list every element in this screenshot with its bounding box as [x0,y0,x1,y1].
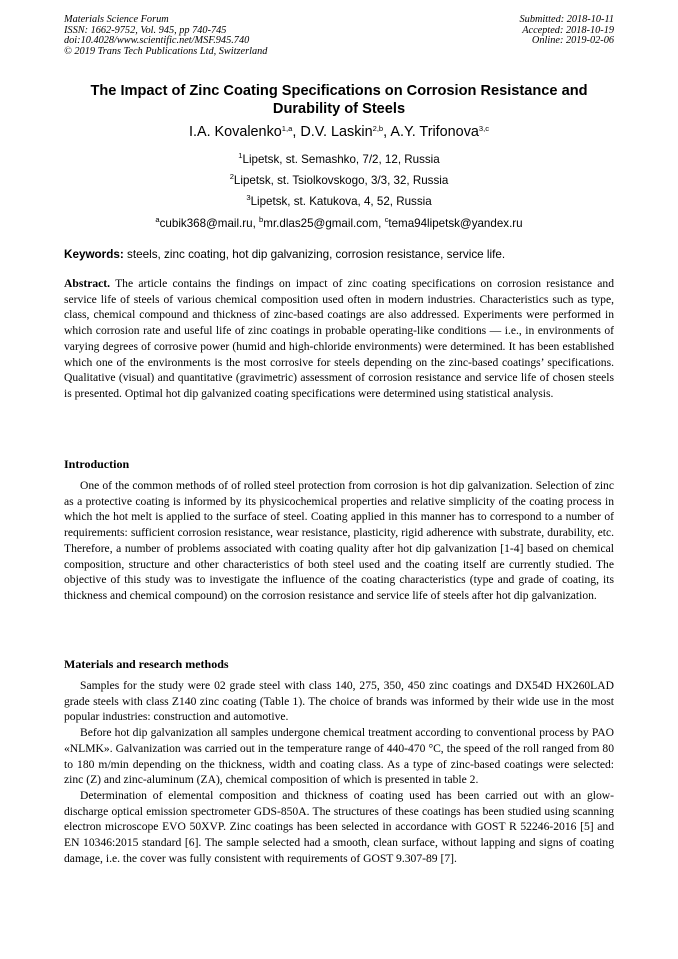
methods-section [64,678,614,866]
author-email: tema94lipetsk@yandex.ru [388,216,523,230]
email-mark: a [155,214,160,224]
affiliation-mark: 1 [238,151,243,160]
abstract [64,276,614,402]
email-mark: b [259,214,264,224]
journal-info [64,15,267,57]
author-name: D.V. Laskin [300,124,373,140]
author-affiliation-mark: 2,b [372,124,384,133]
submitted-date: Submitted: 2018-10-11 [519,14,614,25]
author-email: mr.dlas25@gmail.com, [263,216,385,230]
affiliation-list [0,149,678,234]
methods-heading: Materials and research methods [64,657,229,671]
affiliation [0,191,678,212]
author-separator: , [292,124,301,140]
author-email: cubik368@mail.ru, [159,216,260,230]
affiliation-address: Lipetsk, st. Semashko, 7/2, 12, Russia [242,153,440,166]
methods-paragraph: Determination of elemental composition and thickness of coating used has been carried out with an glow-discharge optical emission spectrometer GDS-850A. The structures of these coatings has been studied using scanning electron microscope EVO 50XVP. Zinc coatings has been selected in accordance with GOST R 52246-2016 [5] and EN 10346:2015 standard [6]. The sample selected had a smooth, clean surface, without lapping and signs of coating damage, i.e. the cover was fully consistent with requirements of GOST 9.307-89 [7]. [64,788,614,865]
methods-paragraph: Before hot dip galvanization all samples undergone chemical treatment according to conventional process by PAO «NLMK». Galvanization was carried out in the temperature range of 440-470 °C, the speed of the roll ranged from 80 to 180 m/min depending on the thickness, width and coating class. As a type of zinc-based coatings were selected: zinc (Z) and zinc-aluminum (ZA), chemical composition of which is presented in table 2. [64,726,614,787]
accepted-date: Accepted: 2018-10-19 [522,24,614,36]
affiliation [0,149,678,170]
affiliation-address: Lipetsk, st. Tsiolkovskogo, 3/3, 32, Russia [233,174,449,188]
author-name: I.A. Kovalenko [188,124,282,140]
submission-dates [520,15,614,47]
abstract-label: Abstract. [64,277,111,290]
journal-copyright: © 2019 Trans Tech Publications Ltd, Switzerland [64,45,268,57]
introduction-section [64,478,614,604]
online-date: Online: 2019-02-06 [531,35,614,47]
author-name: A.Y. Trifonova [390,124,479,140]
author-separator: , [383,124,391,140]
journal-name: Materials Science Forum [64,14,169,25]
affiliation-address: Lipetsk, st. Katukova, 4, 52, Russia [250,195,432,209]
affiliation-mark: 2 [229,172,234,182]
author-emails [0,213,678,234]
journal-issn: ISSN: 1662-9752, Vol. 945, pp 740-745 [64,24,227,36]
journal-doi: doi:10.4028/www.scientific.net/MSF.945.740 [64,35,250,47]
keywords [64,247,614,263]
affiliation-mark: 3 [246,193,251,203]
author-affiliation-mark: 3,c [478,124,490,133]
abstract-text: The article contains the findings on impact of zinc coating specifications on corrosion resistance and service life of steels of various chemical composition used often in modern industries. Characteristics such as type, class, chemical compound and thickness of zinc-based coatings are also addressed. Experiments were performed in which corrosion rate and useful life of zinc coatings in probable operating-like conditions — i.e., in environments of varying degrees of corrosive power (humid and high-chloride environments) were determined. It has been established which one of the environments is the most corrosive for steels depending on the zinc-based coatings’ specifications. Qualitative (visual) and quantitative (gravimetric) assessment of corrosion resistance and service life of chosen steels is presented. Optimal hot dip galvanized coating specifications were determined using statistical analysis. [64,277,614,400]
introduction-paragraph: One of the common methods of of rolled steel protection from corrosion is hot dip galvanization. Selection of zinc as a protective coating is informed by its physicochemical properties and relative simplicity of the coating process in which the hot melt is applied to the surface of steel. Coating applied in this manner has to correspond to a number of requirements: sufficient corrosion resistance, wear resistance, plasticity, rigid adherence with substrate, durability, etc. Therefore, a number of problems associated with coating quality after hot dip galvanization [1-4] based on chemical composition, structure and other characteristics of both steel used and the coating itself are currently studied. The objective of this study was to investigate the influence of the coating characteristics (type and grade of coating, its thickness and chemical compound) on the corrosion resistance and service life of steels after hot dip galvanization. [64,479,614,602]
affiliation [0,170,678,191]
introduction-heading: Introduction [64,457,130,471]
methods-paragraph: Samples for the study were 02 grade steel with class 140, 275, 350, 450 zinc coatings and DX54D HX260LAD grade steels with class Z140 zinc coating (Table 1). The choice of brands was informed by their wide use in the most popular industries: construction and automotive. [64,679,614,724]
keywords-text: steels, zinc coating, hot dip galvanizing, corrosion resistance, service life. [123,248,506,261]
author-affiliation-mark: 1,a [281,124,293,133]
author-list [0,124,678,141]
paper-title: The Impact of Zinc Coating Specifications on Corrosion Resistance and Durability of Steels [90,83,588,117]
abstract-paragraph [64,276,614,402]
keywords-label: Keywords: [64,248,124,261]
email-mark: c [384,214,389,224]
